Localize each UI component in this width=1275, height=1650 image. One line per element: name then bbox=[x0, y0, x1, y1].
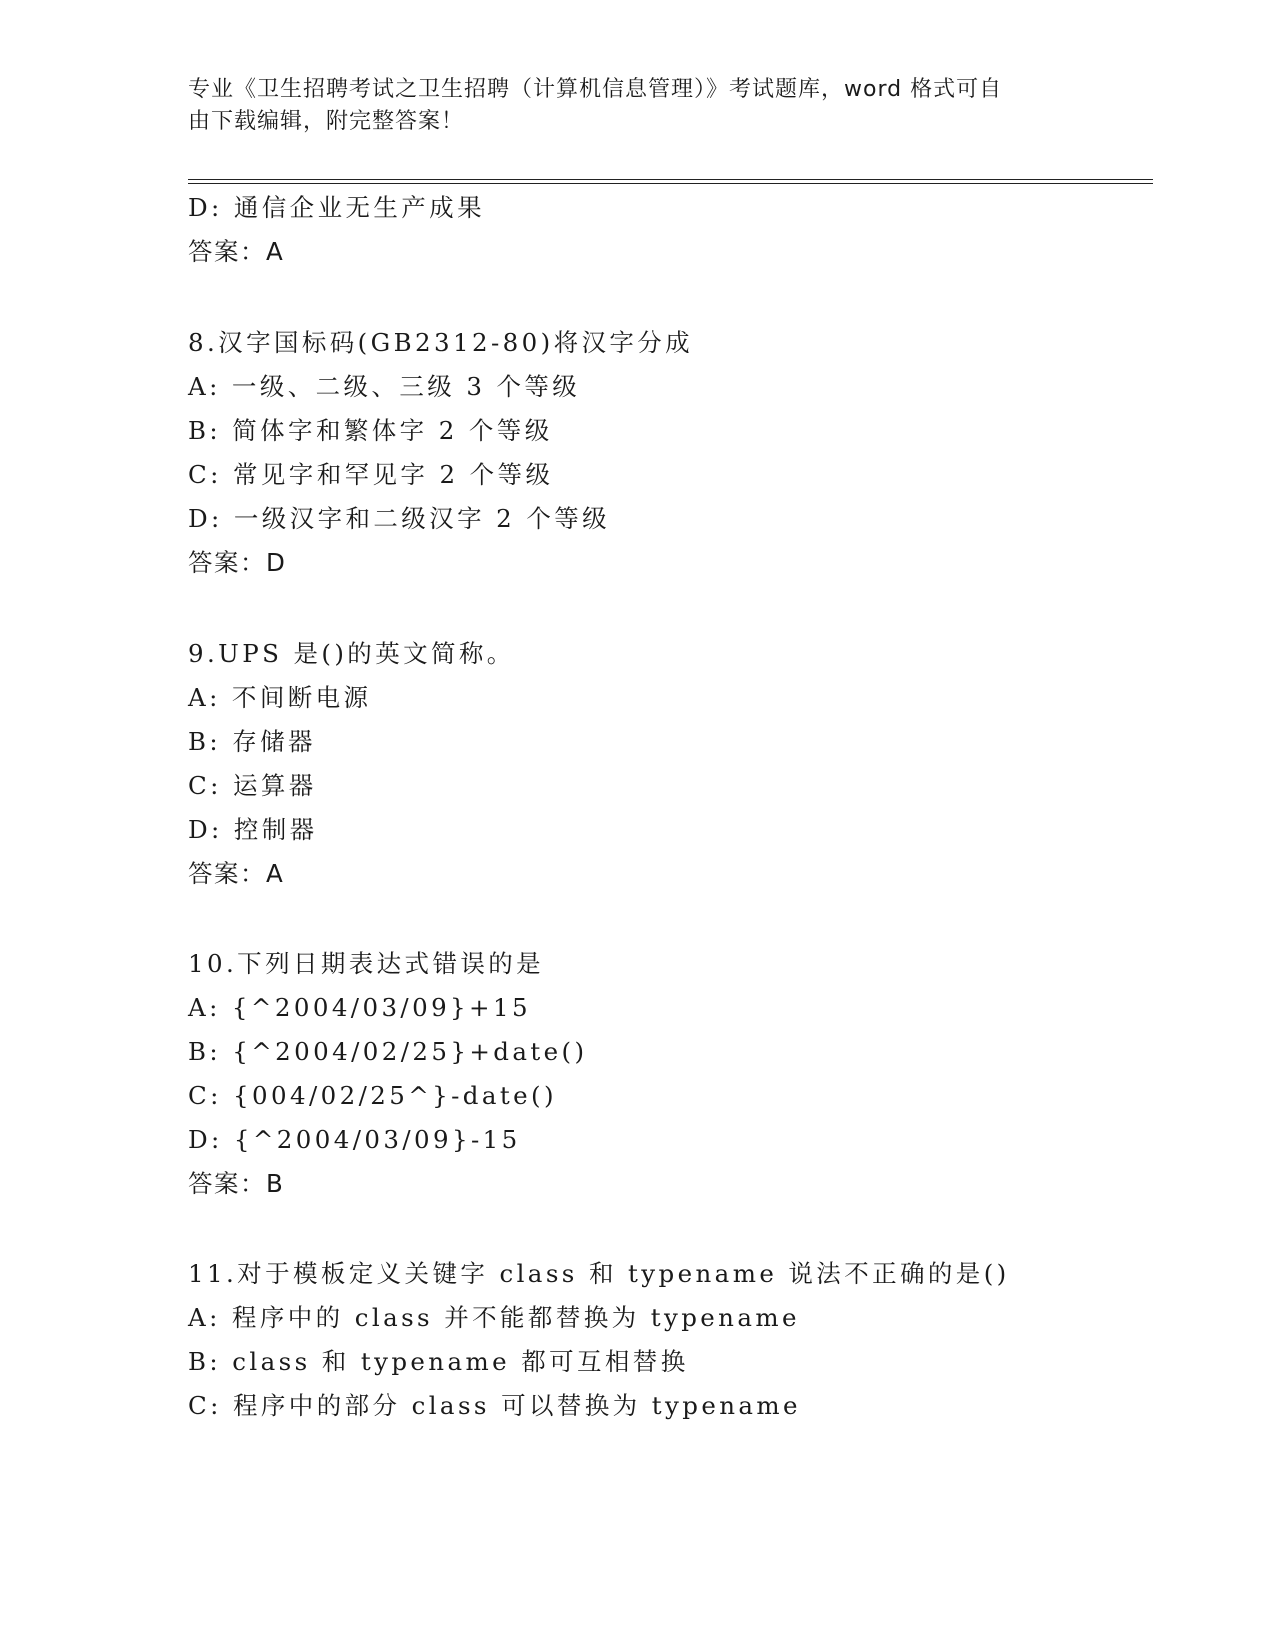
document-header bbox=[188, 74, 1068, 138]
q8-option-d: D: 一级汉字和二级汉字 2 个等级 bbox=[188, 504, 611, 533]
q8-question: 8.汉字国标码(GB2312-80)将汉字分成 bbox=[188, 328, 694, 357]
q9-question: 9.UPS 是()的英文简称。 bbox=[188, 639, 515, 668]
q9-option-b: B: 存储器 bbox=[188, 727, 316, 756]
q8-option-b: B: 简体字和繁体字 2 个等级 bbox=[188, 416, 553, 445]
q11-option-b: B: class 和 typename 都可互相替换 bbox=[188, 1347, 689, 1376]
q11-option-a: A: 程序中的 class 并不能都替换为 typename bbox=[188, 1303, 800, 1332]
header-line-2: 由下载编辑，附完整答案！ bbox=[188, 109, 465, 134]
q7-option-d: D: 通信企业无生产成果 bbox=[188, 193, 485, 222]
q8-option-c: C: 常见字和罕见字 2 个等级 bbox=[188, 460, 554, 489]
q10-option-a: A: {^2004/03/09}+15 bbox=[188, 993, 531, 1022]
q9-option-c: C: 运算器 bbox=[188, 771, 317, 800]
q10-question: 10.下列日期表达式错误的是 bbox=[188, 949, 545, 978]
q10-answer: 答案：B bbox=[188, 1169, 285, 1198]
q11-question: 11.对于模板定义关键字 class 和 typename 说法不正确的是() bbox=[188, 1259, 1010, 1288]
q11-option-c: C: 程序中的部分 class 可以替换为 typename bbox=[188, 1391, 801, 1420]
q10-option-c: C: {004/02/25^}-date() bbox=[188, 1081, 557, 1110]
q9-answer: 答案：A bbox=[188, 859, 285, 888]
header-line-1: 专业《卫生招聘考试之卫生招聘（计算机信息管理）》考试题库，word 格式可自 bbox=[188, 77, 1003, 102]
q9-option-a: A: 不间断电源 bbox=[188, 683, 372, 712]
q8-option-a: A: 一级、二级、三级 3 个等级 bbox=[188, 372, 581, 401]
q9-option-d: D: 控制器 bbox=[188, 815, 318, 844]
q10-option-b: B: {^2004/02/25}+date() bbox=[188, 1037, 588, 1066]
q7-answer: 答案：A bbox=[188, 237, 285, 266]
header-divider-bottom bbox=[188, 183, 1153, 184]
q10-option-d: D: {^2004/03/09}-15 bbox=[188, 1125, 521, 1154]
header-divider-top bbox=[188, 179, 1153, 180]
q8-answer: 答案：D bbox=[188, 548, 287, 577]
